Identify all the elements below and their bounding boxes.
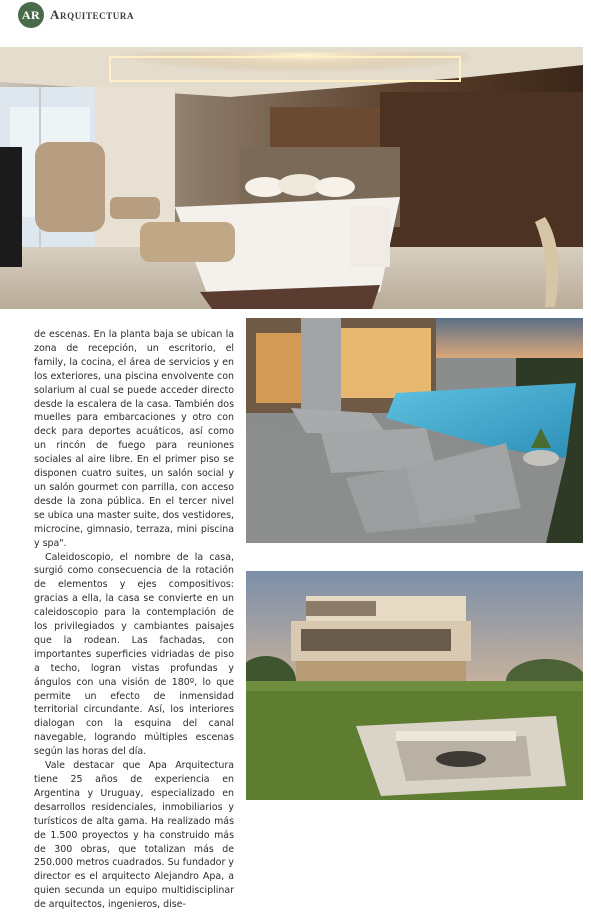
paragraph-2: Caleidoscopio, el nombre de la casa, surgió como consecuencia de la rotación de elementos y ejes compositivos: gracias a ella, la casa se convierte en un caleidoscopio para la contemplación de los privilegiados y cambiantes paisajes que la rodean. Las fachadas, con importantes superficies vidriadas de piso a techo, logran vistas profundas y ángulos con una visión de 180º, lo que permite un efecto de inmensidad territorial circundante. Así, los interiores dialogan con la esquina del canal navegable, logrando múltiples escenas según las horas del día. (34, 551, 234, 758)
pool-photo (246, 318, 583, 543)
article-text (34, 328, 234, 912)
paragraph-3: Vale destacar que Apa Arquitectura tiene 25 años de experiencia en Argentina y Uruguay, especializado en desarrollos residenciales, inmobiliarios y turísticos de alta gama. Ha realizado más de 1.500 proyectos y ha construido más de 300 obras, que totalizan más de 250.000 metros cuadrados. Su fundador y director es el arquitecto Alejandro Apa, a quien secunda un equipo multidisciplinar de arquitectos, ingenieros, dise- (34, 760, 234, 911)
page-header (18, 2, 134, 28)
section-title: Arquitectura (50, 7, 135, 22)
paragraph-1: de escenas. En la planta baja se ubican la zona de recepción, un escritorio, el family, la cocina, el área de servicios y en los exteriores, una piscina envolvente con solarium al cual se puede acceder directo desde la escalera de la casa. También dos muelles para embarcaciones y otro con deck para deportes acuáticos, así como un rincón de fuego para reuniones sociales al aire libre. En el primer piso se disponen cuatro suites, un salón social y un salón gourmet con parrilla, con acceso desde la zona pública. En el tercer nivel se ubica una master suite, dos vestidores, microcine, gimnasio, terraza, mini piscina y spa". (34, 329, 234, 549)
bedroom-photo (0, 47, 583, 309)
house-exterior-photo (246, 571, 583, 800)
magazine-logo-badge: AR (18, 2, 44, 28)
